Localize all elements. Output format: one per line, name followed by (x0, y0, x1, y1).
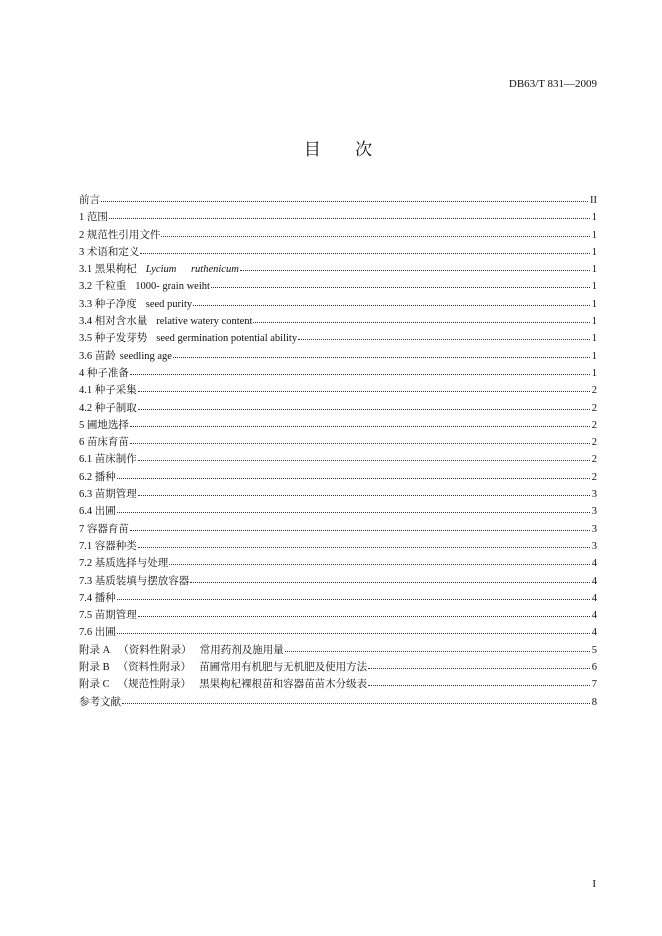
toc-entry-title: 6.2 播种 (79, 471, 116, 483)
toc-page-number: 1 (591, 229, 597, 241)
toc-appendix-label: 附录 C (79, 679, 110, 691)
dot-leader (117, 633, 590, 634)
dot-leader (138, 409, 590, 410)
toc-appendix-title: 苗圃常用有机肥与无机肥及使用方法 (199, 662, 368, 674)
dot-leader (368, 668, 590, 669)
toc-entry-title: 6 苗床育苗 (79, 437, 129, 449)
toc-entry (79, 261, 597, 278)
toc-page-number: 1 (591, 333, 597, 345)
toc-entry-title: 3.3 种子净度 (79, 298, 137, 310)
dot-leader (138, 616, 590, 617)
page-title: 目 次 (303, 140, 373, 159)
toc-entry-title: 6.1 苗床制作 (79, 454, 137, 466)
toc-entry-title: 3.1 黑果枸杞 (79, 264, 137, 276)
dot-leader (130, 374, 590, 375)
toc-entry (79, 365, 597, 382)
toc-page-number: 4 (591, 610, 597, 622)
toc-page-number: 2 (591, 419, 597, 431)
toc-entry-title: 6.3 苗期管理 (79, 489, 137, 501)
dot-leader (101, 201, 588, 202)
toc-page-number: 1 (591, 367, 597, 379)
dot-leader (211, 287, 590, 288)
toc-entry (79, 555, 597, 572)
dot-leader (140, 253, 589, 254)
dot-leader (190, 582, 590, 583)
dot-leader (173, 357, 590, 358)
dot-leader (109, 218, 590, 219)
toc-page-number: 2 (591, 454, 597, 466)
dot-leader (138, 460, 590, 461)
toc-page-number: 2 (591, 471, 597, 483)
toc-entry-references (79, 694, 597, 711)
toc-page-number: 2 (591, 385, 597, 397)
toc-entry (79, 624, 597, 641)
page-number: I (592, 878, 596, 890)
toc-entry-title: 7.2 基质选择与处理 (79, 558, 169, 570)
toc-entry-title: 7 容器育苗 (79, 523, 129, 535)
toc-entry-english-term: relative watery content (156, 316, 253, 328)
toc-entry-title: 4 种子准备 (79, 367, 129, 379)
toc-page-number: 7 (591, 679, 597, 691)
toc-entry-english-term: seed purity (145, 298, 193, 310)
toc-page-number: 3 (591, 540, 597, 552)
dot-leader (138, 547, 590, 548)
toc-appendix-title: 黑果枸杞裸根苗和容器苗苗木分级表 (199, 679, 368, 691)
toc-page-number: 2 (591, 437, 597, 449)
dot-leader (130, 426, 590, 427)
toc-entry (79, 503, 597, 520)
dot-leader (138, 391, 590, 392)
toc-page-number: 8 (591, 696, 597, 708)
toc-entry-title: 3 术语和定义 (79, 246, 140, 258)
dot-leader (117, 512, 590, 513)
toc-appendix-title: 常用药剂及施用量 (199, 644, 284, 656)
toc-entry (79, 244, 597, 261)
toc-entry (79, 469, 597, 486)
dot-leader (193, 305, 590, 306)
toc-page-number: 1 (591, 264, 597, 276)
toc-entry (79, 486, 597, 503)
toc-page-number: 2 (591, 402, 597, 414)
toc-entry (79, 330, 597, 347)
dot-leader (122, 703, 590, 704)
dot-leader (169, 564, 590, 565)
toc-entry-title: 2 规范性引用文件 (79, 229, 161, 241)
toc-page-number: 1 (591, 246, 597, 258)
dot-leader (240, 270, 590, 271)
dot-leader (285, 651, 590, 652)
toc-entry (79, 382, 597, 399)
toc-entry (79, 313, 597, 330)
toc-page-number: 4 (591, 558, 597, 570)
toc-entry-title: 3.2 千粒重 (79, 281, 127, 293)
toc-entry-title: 6.4 出圃 (79, 506, 116, 518)
toc-entry-english-term: seed germination potential ability (156, 333, 298, 345)
toc-appendix-type: （规范性附录） (117, 679, 192, 691)
toc-page-number: 4 (591, 627, 597, 639)
dot-leader (138, 495, 590, 496)
toc-entry (79, 209, 597, 226)
toc-page-number: 1 (591, 212, 597, 224)
toc-appendix-type: （资料性附录） (118, 644, 192, 656)
dot-leader (253, 322, 589, 323)
toc-entry-title: 前言 (79, 195, 100, 206)
toc-page-number: 3 (591, 506, 597, 518)
toc-entry-title: 3.5 种子发芽势 (79, 333, 148, 345)
toc-page-number: 1 (591, 316, 597, 328)
toc-page-number: 3 (591, 523, 597, 535)
toc-entry-title: 7.3 基质装填与摆放容器 (79, 575, 190, 587)
toc-entry (79, 590, 597, 607)
toc-entry-title: 4.2 种子制取 (79, 402, 137, 414)
toc-entry (79, 400, 597, 417)
toc-page-number: 6 (591, 662, 597, 674)
toc-entry (79, 538, 597, 555)
toc-entry (79, 573, 597, 590)
toc-page-number: 1 (591, 350, 597, 362)
toc-entry-foreword (79, 192, 597, 209)
toc-entry-title: 3.6 苗龄 (79, 350, 116, 362)
dot-leader (298, 339, 590, 340)
toc-page-number: II (590, 195, 597, 206)
toc-page-number: 3 (591, 489, 597, 501)
toc-appendix-type: （资料性附录） (117, 662, 192, 674)
toc-page-number: 1 (591, 298, 597, 310)
toc-entry-title: 7.1 容器种类 (79, 540, 137, 552)
table-of-contents (79, 192, 597, 711)
toc-entry (79, 521, 597, 538)
toc-page-number: 1 (591, 281, 597, 293)
dot-leader (117, 599, 590, 600)
toc-entry-title: 3.4 相对含水量 (79, 316, 148, 328)
toc-entry (79, 227, 597, 244)
toc-entry-english-term: seedling age (119, 350, 172, 362)
toc-entry-title: 7.4 播种 (79, 592, 116, 604)
dot-leader (117, 478, 590, 479)
toc-entry-latin-name: Lycium ruthenicum (145, 264, 239, 276)
toc-entry-appendix-a (79, 642, 597, 659)
toc-entry-appendix-c (79, 676, 597, 693)
toc-entry-title: 5 圃地选择 (79, 419, 129, 431)
toc-entry (79, 278, 597, 295)
toc-entry-title: 7.6 出圃 (79, 627, 116, 639)
toc-entry-title: 4.1 种子采集 (79, 385, 137, 397)
document-code: DB63/T 831—2009 (508, 78, 597, 90)
toc-appendix-label: 附录 A (79, 644, 111, 656)
toc-entry (79, 607, 597, 624)
dot-leader (130, 530, 590, 531)
dot-leader (130, 443, 590, 444)
toc-entry (79, 417, 597, 434)
toc-entry-title: 7.5 苗期管理 (79, 610, 137, 622)
dot-leader (161, 236, 589, 237)
toc-page-number: 5 (591, 644, 597, 656)
toc-appendix-label: 附录 B (79, 662, 110, 674)
toc-entry-english-term: 1000- grain weiht (135, 281, 210, 293)
toc-entry-appendix-b (79, 659, 597, 676)
dot-leader (368, 685, 590, 686)
toc-entry (79, 451, 597, 468)
toc-entry (79, 296, 597, 313)
toc-entry (79, 348, 597, 365)
toc-entry-title: 1 范围 (79, 212, 108, 224)
toc-entry-title: 参考文献 (79, 696, 121, 708)
toc-page-number: 4 (591, 575, 597, 587)
toc-entry (79, 434, 597, 451)
toc-page-number: 4 (591, 592, 597, 604)
